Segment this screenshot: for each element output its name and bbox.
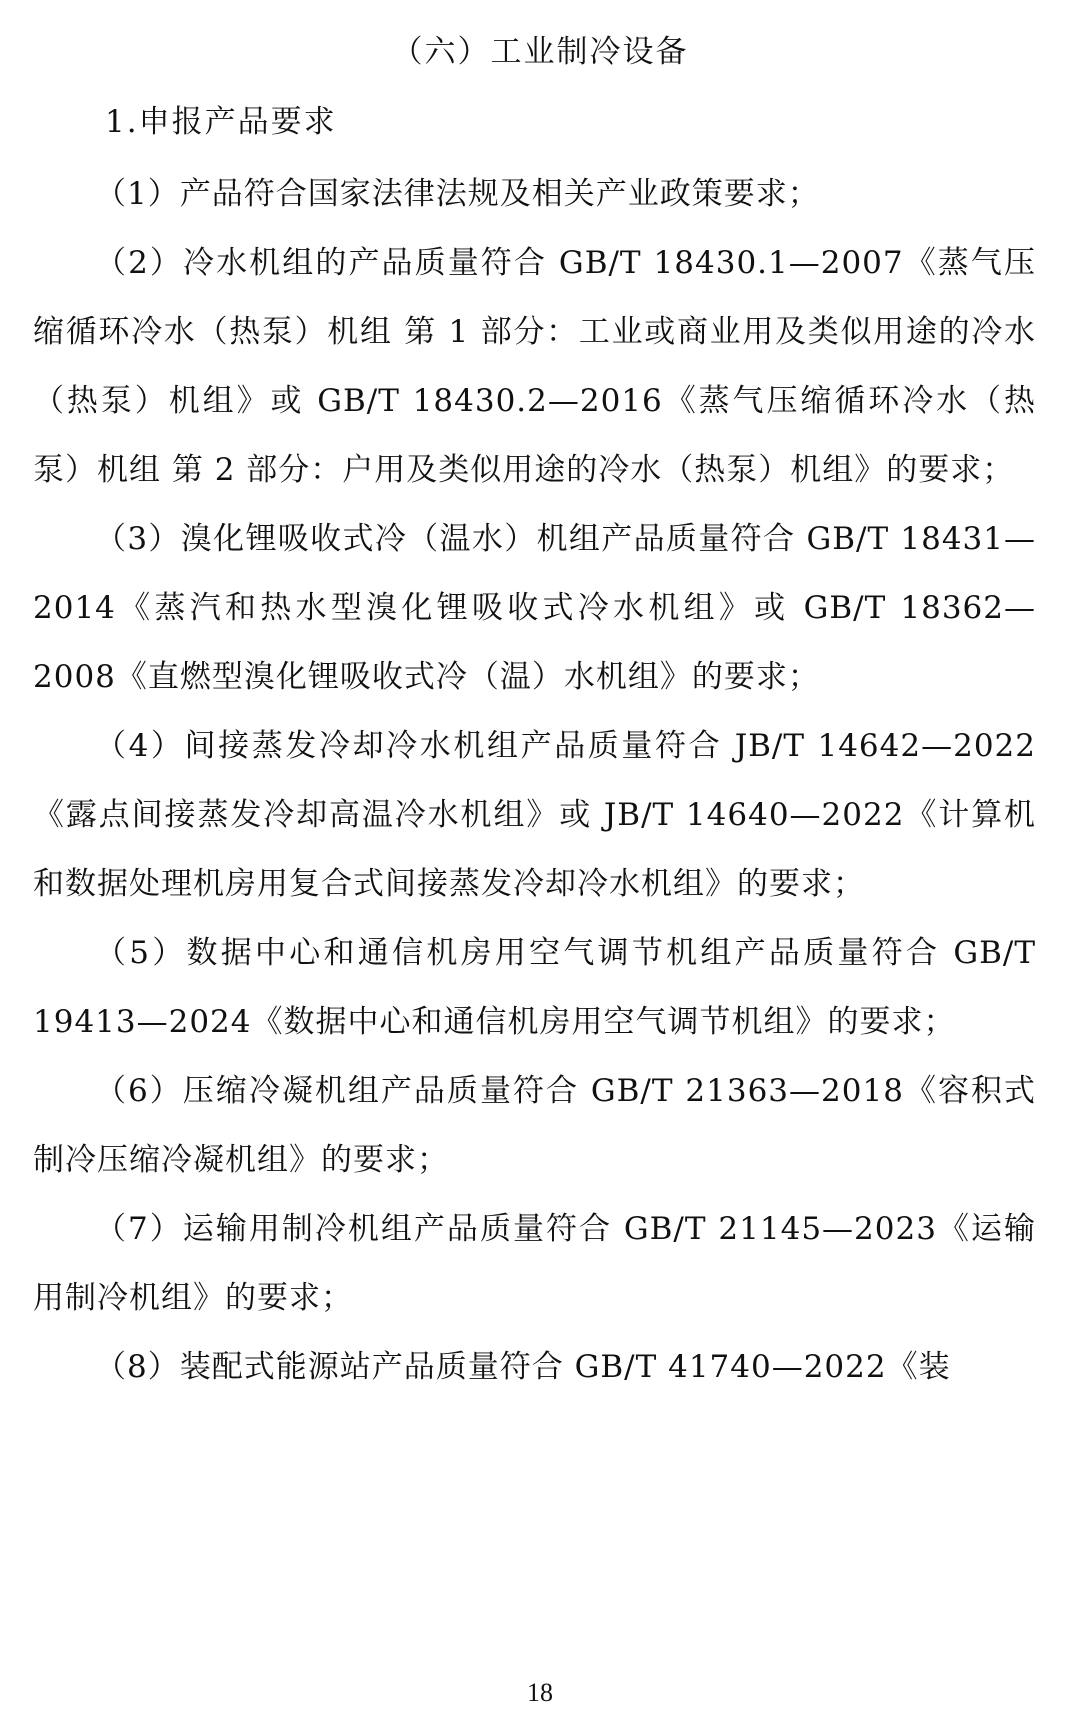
requirement-paragraph-4: （4）间接蒸发冷却冷水机组产品质量符合 JB/T 14642—2022《露点间接蒸发冷却高温冷水机组》或 JB/T 14640—2022《计算机和数据处理机房用复合式间接蒸发冷却冷水机组》的要求； <box>33 728 1036 902</box>
requirements-body <box>33 160 1036 1402</box>
subsection-title: 1.申报产品要求 <box>105 104 337 140</box>
requirement-paragraph-3: （3）溴化锂吸收式冷（温水）机组产品质量符合 GB/T 18431—2014《蒸汽和热水型溴化锂吸收式冷水机组》或 GB/T 18362—2008《直燃型溴化锂吸收式冷（温）水机组》的要求； <box>33 521 1036 695</box>
page-number: 18 <box>527 1678 553 1707</box>
requirement-paragraph-5: （5）数据中心和通信机房用空气调节机组产品质量符合 GB/T 19413—2024《数据中心和通信机房用空气调节机组》的要求； <box>33 935 1036 1040</box>
requirement-paragraph-2: （2）冷水机组的产品质量符合 GB/T 18430.1—2007《蒸气压缩循环冷水（热泵）机组 第 1 部分：工业或商业用及类似用途的冷水（热泵）机组》或 GB/T 18430.2—2016《蒸气压缩循环冷水（热泵）机组 第 2 部分：户用及类似用途的冷水（热泵）机组》的要求； <box>33 245 1036 488</box>
requirement-paragraph-6: （6）压缩冷凝机组产品质量符合 GB/T 21363—2018《容积式制冷压缩冷凝机组》的要求； <box>33 1073 1036 1178</box>
requirement-paragraph-7: （7）运输用制冷机组产品质量符合 GB/T 21145—2023《运输用制冷机组》的要求； <box>33 1211 1036 1316</box>
section-title: （六）工业制冷设备 <box>391 34 689 70</box>
requirement-paragraph-8: （8）装配式能源站产品质量符合 GB/T 41740—2022《装 <box>95 1349 951 1385</box>
requirement-paragraph-1: （1）产品符合国家法律法规及相关产业政策要求； <box>95 176 820 212</box>
